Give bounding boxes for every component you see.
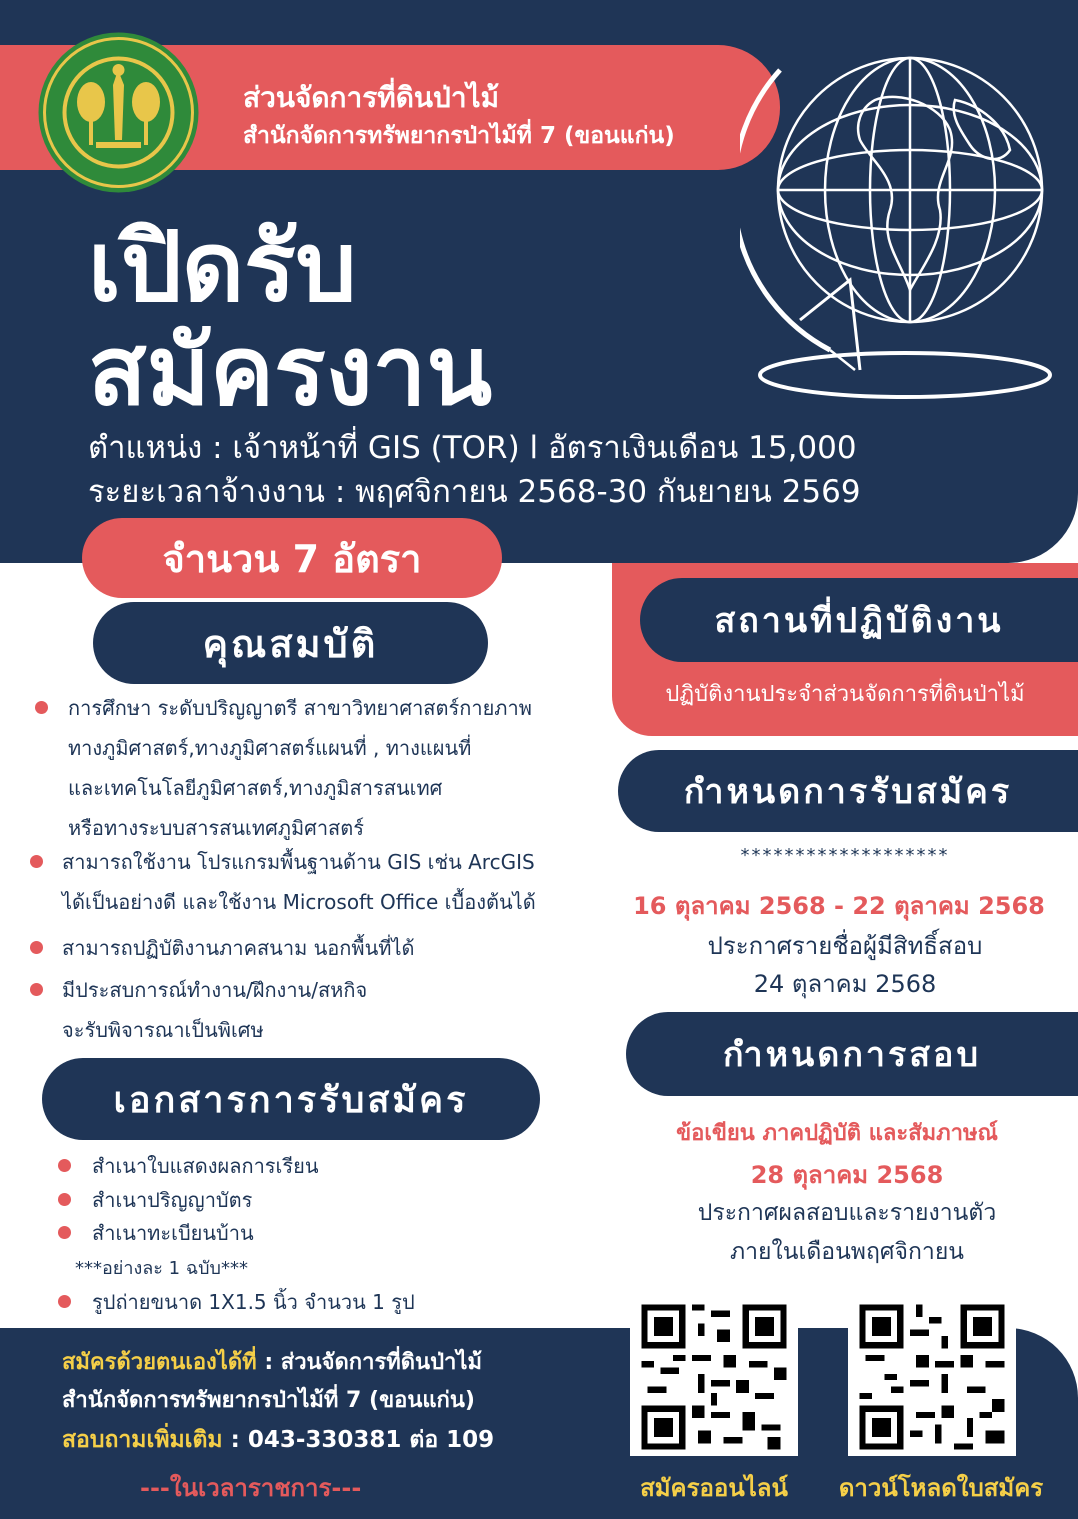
exam-date: 28 ตุลาคม 2568 xyxy=(750,1161,944,1189)
qr-download-label: ดาวน์โหลดใบสมัคร xyxy=(838,1474,1044,1502)
workplace-text: ปฏิบัติงานประจำส่วนจัดการที่ดินป่าไม้ xyxy=(665,682,1025,707)
bullet-dot xyxy=(30,983,43,996)
org-title: ส่วนจัดการที่ดินป่าไม้ xyxy=(243,81,500,114)
position-count: จำนวน 7 อัตรา xyxy=(82,518,502,598)
bullet-dot xyxy=(58,1193,71,1206)
bullet-dot xyxy=(30,941,43,954)
exam-type: ข้อเขียน ภาคปฏิบัติ และสัมภาษณ์ xyxy=(676,1121,998,1146)
eligible-announcement: ประกาศรายชื่อผู้มีสิทธิ์สอบ xyxy=(707,932,983,960)
document-copies-note: ***อย่างละ 1 ฉบับ*** xyxy=(75,1258,248,1279)
exam-heading: กำหนดการสอบ xyxy=(626,1012,1078,1096)
qr-online-label: สมัครออนไลน์ xyxy=(640,1474,788,1502)
qualification-line: การศึกษา ระดับปริญญาตรี สาขาวิทยาศาสตร์กายภาพ xyxy=(68,696,532,720)
bullet-dot xyxy=(58,1159,71,1172)
globe-illustration xyxy=(740,30,1070,410)
period-line: ระยะเวลาจ้างงาน : พฤศจิกายน 2568-30 กันยายน 2569 xyxy=(88,474,861,510)
apply-office: สำนักจัดการทรัพยากรป่าไม้ที่ 7 (ขอนแก่น) xyxy=(62,1388,475,1413)
registration-dates: 16 ตุลาคม 2568 - 22 ตุลาคม 2568 xyxy=(633,892,1045,920)
qualification-item-3 xyxy=(62,928,415,968)
registration-heading: กำหนดการรับสมัคร xyxy=(618,750,1078,832)
document-item: สำเนาปริญญาบัตร xyxy=(92,1188,253,1212)
bullet-dot xyxy=(58,1226,71,1239)
result-announcement-month: ภายในเดือนพฤศจิกายน xyxy=(729,1239,965,1265)
document-item: รูปถ่ายขนาด 1X1.5 นิ้ว จำนวน 1 รูป xyxy=(92,1290,415,1314)
qualification-line: ได้เป็นอย่างดี และใช้งาน Microsoft Office เบื้องต้นได้ xyxy=(62,890,536,914)
qualification-line: สามารถปฏิบัติงานภาคสนาม นอกพื้นที่ได้ xyxy=(62,936,415,960)
documents-heading: เอกสารการรับสมัคร xyxy=(42,1058,540,1140)
org-subtitle: สำนักจัดการทรัพยากรป่าไม้ที่ 7 (ขอนแก่น) xyxy=(243,123,675,149)
royal-forest-department-logo xyxy=(36,30,201,195)
bullet-dot xyxy=(58,1295,71,1308)
contact-label: สอบถามเพิ่มเติม xyxy=(62,1427,223,1453)
result-announcement: ประกาศผลสอบและรายงานตัว xyxy=(697,1200,997,1226)
contact-phone: : 043-330381 ต่อ 109 xyxy=(222,1427,495,1453)
position-line: ตำแหน่ง : เจ้าหน้าที่ GIS (TOR) l อัตราเงินเดือน 15,000 xyxy=(88,430,857,466)
qualification-line: มีประสบการณ์ทำงาน/ฝึกงาน/สหกิจ xyxy=(62,978,368,1002)
document-item: สำเนาใบแสดงผลการเรียน xyxy=(92,1154,319,1178)
document-item: สำเนาทะเบียนบ้าน xyxy=(92,1221,254,1245)
qualification-line: จะรับพิจารณาเป็นพิเศษ xyxy=(62,1018,264,1042)
qr-code-icon xyxy=(848,1298,1016,1456)
qualification-item-1 xyxy=(68,688,532,848)
qualification-line: และเทคโนโลยีภูมิศาสตร์,ทางภูมิสารสนเทศ xyxy=(68,776,443,800)
qr-code-download[interactable] xyxy=(848,1298,1016,1456)
qualifications-heading: คุณสมบัติ xyxy=(93,602,488,684)
office-hours: ---ในเวลาราชการ--- xyxy=(140,1474,362,1502)
hero-line-2: สมัครงาน xyxy=(88,315,493,427)
divider-stars: ******************* xyxy=(740,845,950,866)
qualification-item-4 xyxy=(62,970,367,1050)
bullet-dot xyxy=(30,855,43,868)
apply-in-person xyxy=(62,1344,482,1379)
workplace-heading: สถานที่ปฏิบัติงาน xyxy=(640,578,1078,662)
hero-title xyxy=(88,211,493,427)
qualification-line: หรือทางระบบสารสนเทศภูมิศาสตร์ xyxy=(68,816,364,840)
eligible-announcement-date: 24 ตุลาคม 2568 xyxy=(753,970,937,998)
contact-info xyxy=(62,1422,494,1458)
hero-line-1: เปิดรับ xyxy=(88,211,357,323)
apply-label: สมัครด้วยตนเองได้ที่ xyxy=(62,1350,257,1375)
bullet-dot xyxy=(35,701,48,714)
qualification-line: ทางภูมิศาสตร์,ทางภูมิศาสตร์แผนที่ , ทางแผนที่ xyxy=(68,736,472,760)
qualification-item-2 xyxy=(62,842,536,922)
qualification-line: สามารถใช้งาน โปรแกรมพื้นฐานด้าน GIS เช่น ArcGIS xyxy=(62,850,535,874)
apply-place: : ส่วนจัดการที่ดินป่าไม้ xyxy=(256,1350,482,1375)
qr-code-online[interactable] xyxy=(630,1298,798,1456)
qr-code-icon xyxy=(630,1298,798,1456)
